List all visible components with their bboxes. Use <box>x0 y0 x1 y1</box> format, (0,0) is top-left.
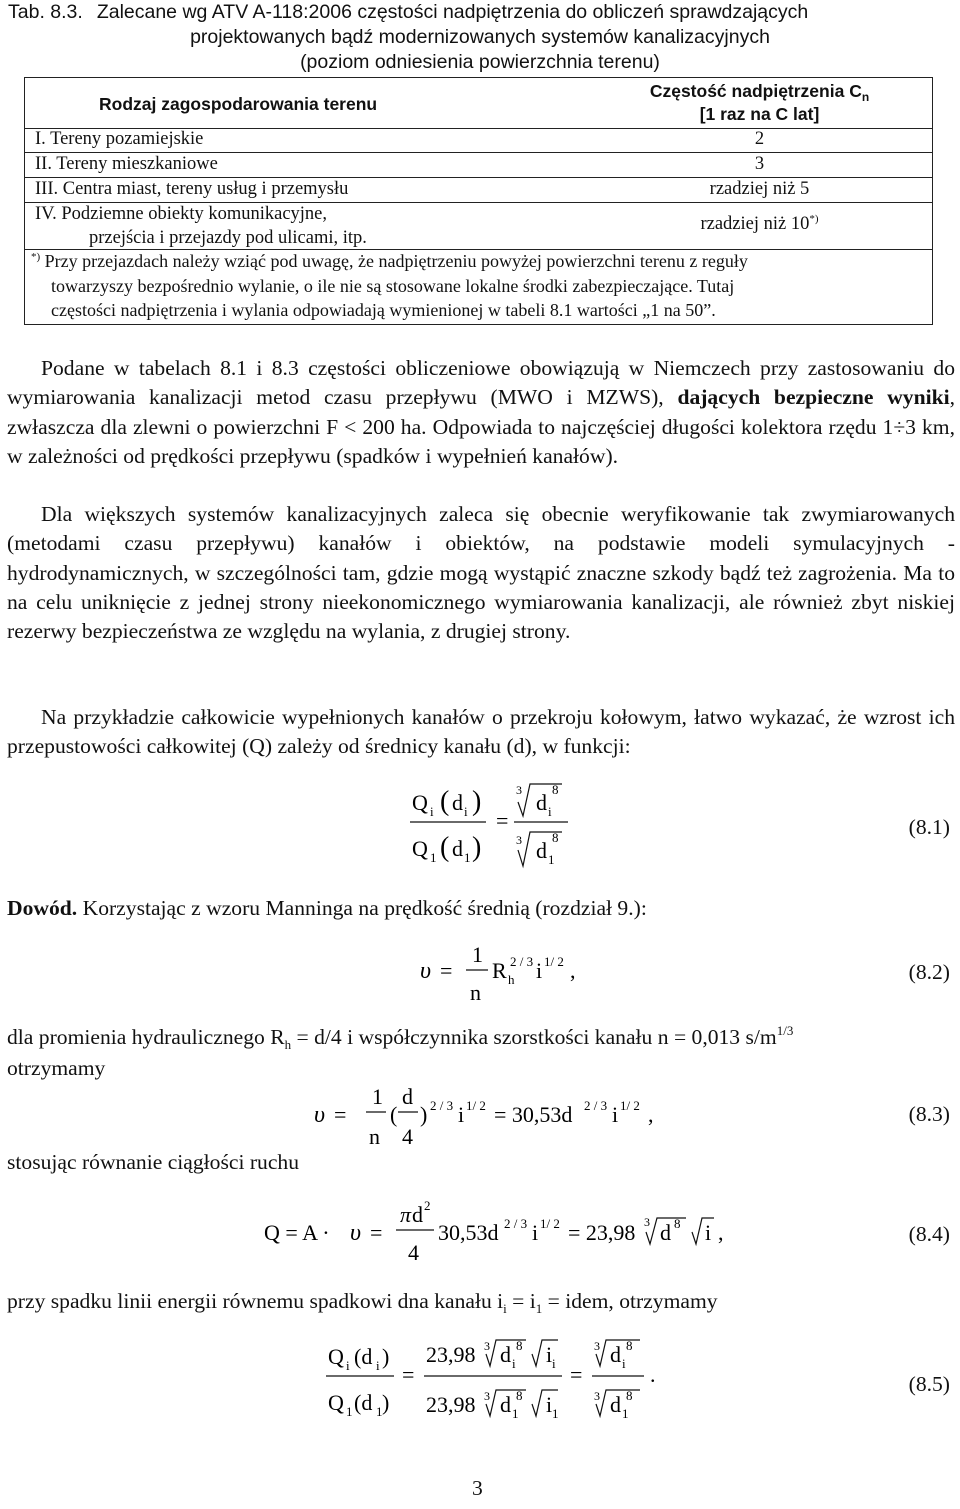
svg-text:,: , <box>570 958 576 983</box>
table-row <box>25 177 932 202</box>
row-label: IV. Podziemne obiekty komunikacyjne, <box>35 204 328 224</box>
svg-text:4: 4 <box>402 1124 413 1149</box>
svg-text:i: i <box>346 1358 350 1373</box>
svg-text:8: 8 <box>626 1338 633 1353</box>
svg-text:,: , <box>718 1220 724 1245</box>
svg-text:R: R <box>492 958 507 983</box>
row-label: II. Tereny mieszkaniowe <box>35 154 218 174</box>
slope-line: przy spadku linii energii równemu spadkowi dna kanału $i_i = i_1$ = idem, otrzymamy <box>7 1289 718 1316</box>
equation-8-1 <box>410 774 580 880</box>
svg-text:): ) <box>382 1390 390 1415</box>
svg-text:): ) <box>420 1102 428 1127</box>
svg-text:Q: Q <box>412 836 428 861</box>
caption-line-3: (poziom odniesienia powierzchnia terenu) <box>300 51 660 73</box>
svg-text:3: 3 <box>594 1389 600 1403</box>
svg-text:1/ 2: 1/ 2 <box>466 1098 486 1113</box>
svg-text:d: d <box>536 838 547 863</box>
svg-text:n: n <box>369 1124 380 1149</box>
caption-line-1: Zalecane wg ATV A-118:2006 częstości nadpiętrzenia do obliczeń sprawdzających <box>96 1 809 23</box>
svg-text:30,53d: 30,53d <box>438 1220 499 1245</box>
svg-text:d: d <box>500 1392 511 1417</box>
row-value: rzadziej niż 10*) <box>700 212 819 234</box>
svg-text:1/ 2: 1/ 2 <box>544 954 564 969</box>
equation-8-3-svg <box>312 1082 682 1162</box>
table-footnote <box>25 249 932 325</box>
svg-text:=: = <box>334 1102 347 1127</box>
equation-8-2 <box>418 938 588 1024</box>
equation-8-4 <box>262 1196 742 1282</box>
equation-8-1-svg <box>410 774 580 874</box>
equation-number-8-3: (8.3) <box>908 1102 950 1126</box>
svg-text:i: i <box>430 804 434 819</box>
svg-text:1: 1 <box>372 1084 383 1109</box>
svg-text:3: 3 <box>516 783 522 797</box>
table-row <box>25 152 932 177</box>
svg-text:1: 1 <box>622 1406 629 1421</box>
svg-text:(d: (d <box>354 1390 373 1415</box>
svg-text:i: i <box>464 804 468 819</box>
row-value: 3 <box>754 154 765 174</box>
svg-text:i: i <box>546 1342 553 1367</box>
obtain-line: otrzymamy <box>7 1056 106 1080</box>
svg-text:(d: (d <box>354 1344 373 1369</box>
equation-8-5-svg <box>326 1330 706 1430</box>
svg-text:i: i <box>376 1358 380 1373</box>
header-frequency: Częstość nadpiętrzenia $C_n$ <box>649 81 870 104</box>
svg-text:d: d <box>452 836 463 861</box>
svg-text:i: i <box>512 1356 516 1371</box>
svg-text:=: = <box>370 1220 383 1245</box>
svg-text:3: 3 <box>644 1215 650 1229</box>
svg-text:d: d <box>536 790 547 815</box>
svg-text:1: 1 <box>464 850 471 865</box>
svg-text:8: 8 <box>626 1388 633 1403</box>
proof-line: Dowód. Korzystając z wzoru Manninga na prędkość średnią (rozdział 9.): <box>7 896 647 920</box>
equation-8-5 <box>326 1330 706 1436</box>
svg-text:Q: Q <box>328 1344 344 1369</box>
svg-text:2 / 3: 2 / 3 <box>504 1216 528 1231</box>
svg-text:8: 8 <box>552 782 559 797</box>
svg-text:d: d <box>610 1342 621 1367</box>
svg-text:1/ 2: 1/ 2 <box>540 1216 560 1231</box>
table-caption <box>8 0 952 75</box>
svg-text:= 23,98: = 23,98 <box>568 1220 636 1245</box>
equation-8-2-svg <box>418 938 588 1018</box>
svg-text:1: 1 <box>552 1406 559 1421</box>
frequency-table <box>24 77 933 325</box>
svg-text:d: d <box>610 1392 621 1417</box>
paragraph-2: Dla większych systemów kanalizacyjnych zaleca się obecnie weryfikowanie tak zwymiarowanych (metodami czasu przepływu) kanałów i obiektów, na podstawie modeli symulacyjnych - hydrodynamicznych, w szczególności tam, gdzie mogą wystąpić znaczne szkody bądź też zagrożenia. Ma to na celu uniknięcie z jednej strony nieekonomicznego wymiarowania kanalizacji, ale również zbyt niskiej rezerwy bezpieczeństwa ze względu na wylania, z drugiej strony. <box>7 502 955 644</box>
svg-text:(: ( <box>390 1102 398 1127</box>
equation-number-8-2: (8.2) <box>908 960 950 984</box>
svg-text:1: 1 <box>548 852 555 867</box>
svg-text:8: 8 <box>674 1216 681 1231</box>
svg-text:i: i <box>612 1102 619 1127</box>
svg-text:8: 8 <box>516 1388 523 1403</box>
svg-text:): ) <box>382 1344 390 1369</box>
svg-text:i: i <box>622 1356 626 1371</box>
svg-text:υ: υ <box>350 1220 362 1246</box>
page-number: 3 <box>472 1476 483 1500</box>
svg-text:1: 1 <box>512 1406 519 1421</box>
svg-text:d: d <box>500 1342 511 1367</box>
svg-text:h: h <box>508 972 515 987</box>
svg-text:Q: Q <box>328 1390 344 1415</box>
equation-8-4-svg <box>262 1196 742 1276</box>
svg-text:i: i <box>705 1220 712 1245</box>
svg-text:d: d <box>402 1084 413 1109</box>
svg-text:i: i <box>536 958 543 983</box>
caption-line-2: projektowanych bądź modernizowanych systemów kanalizacyjnych <box>190 26 770 48</box>
svg-text:d: d <box>452 790 463 815</box>
svg-text:i: i <box>546 1392 553 1417</box>
svg-text:3: 3 <box>516 833 522 847</box>
row-label: III. Centra miast, tereny usług i przemysłu <box>35 179 349 199</box>
table-row <box>25 128 932 152</box>
svg-text:(: ( <box>440 832 450 863</box>
svg-text:8: 8 <box>552 830 559 845</box>
footnote-line-1: *) Przy przejazdach należy wziąć pod uwagę, że nadpiętrzeniu powyżej powierzchni terenu z reguły <box>31 251 748 271</box>
svg-text:n: n <box>470 980 481 1005</box>
svg-text:): ) <box>472 786 482 817</box>
svg-text:3: 3 <box>594 1339 600 1353</box>
table-row <box>25 202 932 249</box>
svg-text:Q = A ·: Q = A · <box>264 1220 330 1245</box>
equation-number-8-1: (8.1) <box>908 815 950 839</box>
svg-text:.: . <box>650 1362 656 1387</box>
continuity-line: stosując równanie ciągłości ruchu <box>7 1150 300 1174</box>
equation-number-8-5: (8.5) <box>908 1372 950 1396</box>
svg-text:i: i <box>552 1356 556 1371</box>
svg-text:4: 4 <box>408 1240 419 1265</box>
svg-text:23,98: 23,98 <box>426 1392 476 1417</box>
svg-text:=: = <box>570 1362 583 1387</box>
svg-text:3: 3 <box>484 1389 490 1403</box>
svg-text:Q: Q <box>412 790 428 815</box>
header-frequency-unit: [1 raz na C lat] <box>699 104 820 124</box>
row-value: 2 <box>754 129 765 149</box>
svg-text:i: i <box>532 1220 539 1245</box>
svg-text:=: = <box>440 958 453 983</box>
svg-text:8: 8 <box>516 1338 523 1353</box>
svg-text:i: i <box>548 804 552 819</box>
header-land-use: Rodzaj zagospodarowania terenu <box>99 94 378 114</box>
svg-text:d: d <box>412 1202 423 1227</box>
svg-text:1: 1 <box>472 942 483 967</box>
svg-text:(: ( <box>440 786 450 817</box>
svg-text:2 / 3: 2 / 3 <box>510 954 534 969</box>
svg-text:π: π <box>400 1202 412 1227</box>
svg-text:1: 1 <box>376 1404 383 1419</box>
svg-text:υ: υ <box>420 958 432 984</box>
equation-8-3 <box>312 1082 682 1168</box>
svg-text:=: = <box>402 1362 415 1387</box>
table-number: Tab. 8.3. <box>8 1 83 23</box>
paragraph-1: Podane w tabelach 8.1 i 8.3 częstości obliczeniowe obowiązują w Niemczech przy zastosowaniu do wymiarowania kanalizacji metod czasu przepływu (MWO i MZWS), dających bezpieczne wyniki, zwłaszcza dla zlewni o powierzchni F < 200 ha. Odpowiada to najczęściej długości kolektora rzędu 1÷3 km, w zależności od prędkości przepływu (spadków i wypełnień kanałów). <box>7 356 956 468</box>
svg-text:2 / 3: 2 / 3 <box>430 1098 454 1113</box>
row-label-2: przejścia i przejazdy pod ulicami, itp. <box>89 228 367 248</box>
svg-text:1: 1 <box>346 1404 353 1419</box>
radius-line: dla promienia hydraulicznego $R_h = d/4$ i współczynnika szorstkości kanału n = 0,013 $s/m^{1/3}$ <box>7 1023 794 1052</box>
svg-text:1/ 2: 1/ 2 <box>620 1098 640 1113</box>
svg-text:d: d <box>660 1220 671 1245</box>
svg-text:=: = <box>496 808 509 833</box>
svg-text:,: , <box>648 1102 654 1127</box>
equation-number-8-4: (8.4) <box>908 1222 950 1246</box>
svg-text:2 / 3: 2 / 3 <box>584 1098 608 1113</box>
row-label: I. Tereny pozamiejskie <box>35 129 204 149</box>
svg-text:3: 3 <box>484 1339 490 1353</box>
row-value: rzadziej niż 5 <box>709 179 810 199</box>
svg-text:2: 2 <box>424 1198 431 1213</box>
svg-text:υ: υ <box>314 1102 326 1128</box>
svg-text:i: i <box>458 1102 465 1127</box>
svg-text:= 30,53d: = 30,53d <box>494 1102 573 1127</box>
footnote-line-3: częstości nadpiętrzenia i wylania odpowiadają wymienionej w tabeli 8.1 wartości „1 na 50”. <box>51 300 716 320</box>
svg-text:23,98: 23,98 <box>426 1342 476 1367</box>
paragraph-3: Na przykładzie całkowicie wypełnionych kanałów o przekroju kołowym, łatwo wykazać, że wzrost ich przepustowości całkowitej (Q) zależy od średnicy kanału (d), w funkcji: <box>7 705 955 759</box>
footnote-line-2: towarzyszy bezpośrednio wylanie, o ile nie są stosowane lokalne środki zabezpieczające. Tutaj <box>51 276 735 296</box>
svg-text:1: 1 <box>430 850 437 865</box>
svg-text:): ) <box>472 832 482 863</box>
